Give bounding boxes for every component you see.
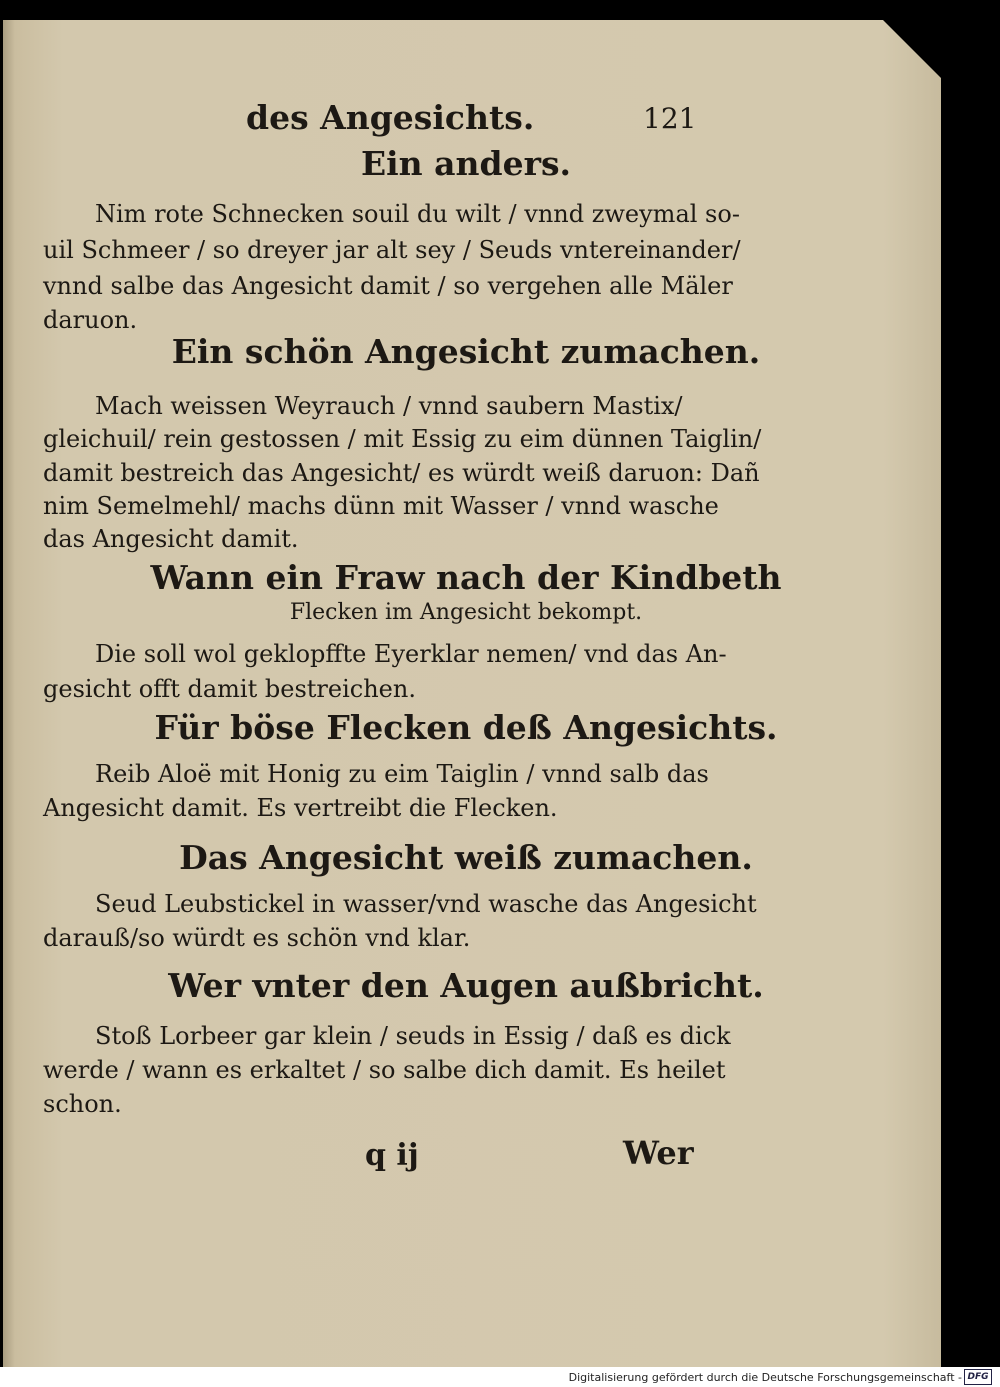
text-line: Reib Aloë mit Honig zu eim Taiglin / vnnd salb das (95, 760, 709, 788)
text-line: das Angesicht damit. (43, 525, 299, 553)
running-head: des Angesichts. (246, 98, 535, 137)
section-heading: Wann ein Fraw nach der Kindbeth (150, 558, 782, 597)
section-heading: Ein anders. (360, 144, 572, 183)
text-line: uil Schmeer / so dreyer jar alt sey / Seuds vntereinander/ (43, 236, 741, 264)
dfg-logo: DFG (964, 1369, 992, 1385)
book-page (3, 20, 941, 1372)
page-corner-fold (883, 20, 943, 80)
funding-credit: Digitalisierung gefördert durch die Deutsche Forschungsgemeinschaft - (568, 1371, 962, 1384)
section-heading: Wer vnter den Augen außbricht. (168, 966, 764, 1005)
text-line: daruon. (43, 306, 138, 334)
text-line: gesicht offt damit bestreichen. (43, 675, 416, 703)
text-line: Die soll wol geklopffte Eyerklar nemen/ vnd das An- (95, 640, 727, 668)
page-number: 121 (643, 102, 697, 135)
text-line: Nim rote Schnecken souil du wilt / vnnd zweymal so- (95, 200, 740, 228)
text-line: nim Semelmehl/ machs dünn mit Wasser / vnnd wasche (43, 492, 719, 520)
text-line: schon. (43, 1090, 122, 1118)
section-subheading: Flecken im Angesicht bekompt. (289, 600, 643, 625)
text-line: gleichuil/ rein gestossen / mit Essig zu eim dünnen Taiglin/ (43, 425, 762, 453)
text-line: darauß/so würdt es schön vnd klar. (43, 924, 471, 952)
text-line: Seud Leubstickel in wasser/vnd wasche das Angesicht (95, 890, 757, 918)
section-heading: Für böse Flecken deß Angesichts. (154, 708, 778, 747)
text-line: damit bestreich das Angesicht/ es würdt weiß daruon: Dañ (43, 459, 760, 487)
text-line: Stoß Lorbeer gar klein / seuds in Essig / daß es dick (95, 1022, 731, 1050)
text-line: werde / wann es erkaltet / so salbe dich damit. Es heilet (43, 1056, 726, 1084)
text-line: Mach weissen Weyrauch / vnnd saubern Mastix/ (95, 392, 683, 420)
section-heading: Ein schön Angesicht zumachen. (171, 332, 761, 371)
text-line: Angesicht damit. Es vertreibt die Flecken. (43, 794, 558, 822)
catchword: Wer (623, 1134, 694, 1172)
text-line: vnnd salbe das Angesicht damit / so vergehen alle Mäler (43, 272, 733, 300)
section-heading: Das Angesicht weiß zumachen. (179, 838, 753, 877)
signature-mark: q ij (365, 1138, 419, 1173)
